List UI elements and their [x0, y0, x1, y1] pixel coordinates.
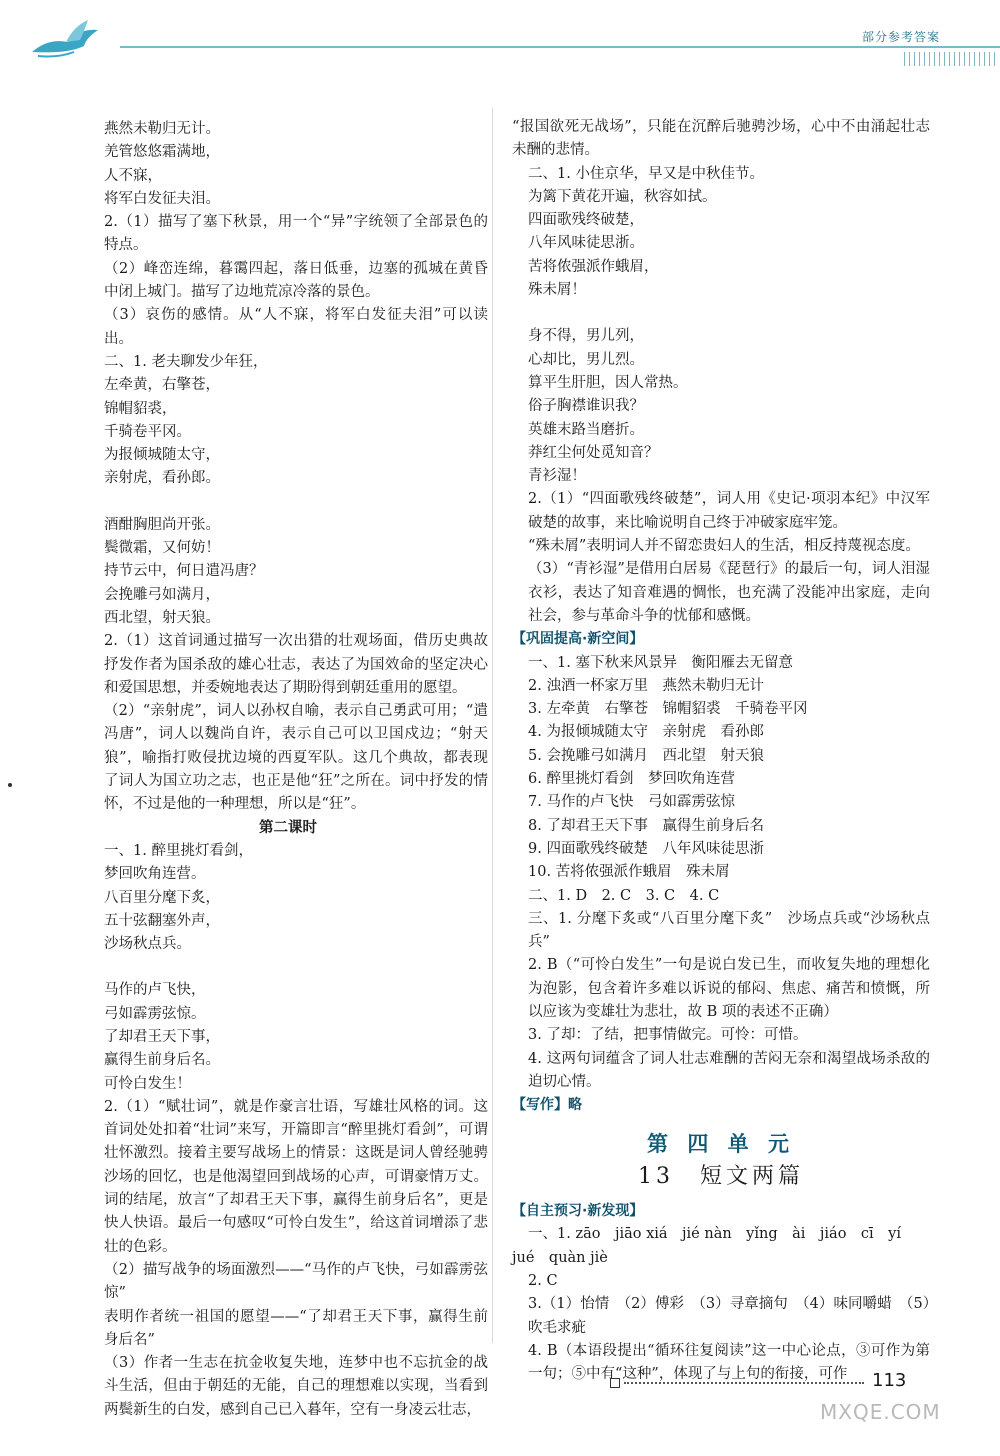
right-column [512, 116, 930, 1386]
text-line: 4. B（本语段提出“循环往复阅读”这一中心论点，③可作为第一句；⑤中有“这种”，体现了与上句的衔接，可作 [528, 1342, 930, 1383]
column-divider [492, 108, 493, 1343]
footer-dotted-line [624, 1382, 864, 1384]
text-line: 一、1. zāo jiāo xiá jié nàn yǐng ài jiáo cī yí [528, 1226, 902, 1243]
text-line: 5. 会挽雕弓如满月 西北望 射天狼 [528, 747, 764, 764]
blank-line [512, 302, 930, 325]
text-line: 第二课时 [259, 819, 317, 836]
footer-square-icon [610, 1378, 620, 1388]
text-line: 西北望，射天狼。 [104, 609, 220, 626]
text-line: 羌管悠悠霜满地， [104, 144, 220, 161]
text-line: 10. 苦将侬强派作蛾眉 殊未屑 [528, 864, 730, 881]
text-line: 2. B（“可怜白发生”一句是说白发已生，而收复失地的理想化为泡影，包含着许多难以诉说的郁闷、焦虑、痛苦和愤慨，所以应该为变雄壮为悲壮，故 B 项的表述不正确） [528, 957, 930, 1020]
running-header-title: 部分参考答案 [861, 30, 940, 44]
text-line: 3. 左牵黄 右擎苍 锦帽貂裘 千骑卷平冈 [528, 701, 808, 718]
text-line: 赢得生前身后名。 [104, 1052, 220, 1069]
text-line: 一、1. 塞下秋来风景异 衡阳雁去无留意 [528, 654, 793, 671]
text-line: 2.（1）描写了塞下秋景，用一个“异”字统领了全部景色的特点。 [104, 214, 488, 254]
text-line: 青衫湿！ [528, 468, 586, 485]
text-line: （2）峰峦连绵，暮霭四起，落日低垂，边塞的孤城在黄昏中闭上城门。描写了边地荒凉冷落的景色。 [104, 260, 488, 301]
text-line: 酒酣胸胆尚开张。 [104, 516, 220, 533]
header-tick-marks [904, 52, 996, 66]
header-rule [120, 46, 1000, 48]
page-header [0, 0, 1000, 78]
text-line: 2.（1）这首词通过描写一次出猎的壮观场面，借历史典故抒发作者为国杀敌的雄心壮志，表达了为国效命的坚定决心和爱国思想，并委婉地表达了期盼得到朝廷重用的愿望。 [104, 633, 488, 696]
text-line: 二、1. 老夫聊发少年狂， [104, 353, 268, 370]
text-line: 第 四 单 元 [647, 1132, 795, 1157]
page-footer [610, 1372, 1000, 1402]
text-line: 三、1. 分麾下炙或“八百里分麾下炙” 沙场点兵或“沙场秋点兵” [528, 910, 930, 951]
text-line: （3）哀伤的感情。从“人不寐，将军白发征夫泪”可以读出。 [104, 307, 488, 347]
text-line: 3. 了却：了结，把事情做完。可怜：可惜。 [528, 1027, 808, 1044]
page-number: 113 [872, 1370, 907, 1391]
text-line: 6. 醉里挑灯看剑 梦回吹角连营 [528, 771, 735, 788]
blank-line [88, 491, 488, 514]
text-line: （2）“亲射虎”，词人以孙权自喻，表示自己勇武可用；“遣冯唐”，词人以魏尚自许，表示自己可以卫国戍边；“射天狼”，喻指打败侵扰边境的西夏军队。这几个典故，都表现了词人为国立功之志，也正是他“狂”之所在。词中抒发的情怀，不过是他的一种理想，所以是“狂”。 [104, 703, 488, 813]
text-line: 【巩固提高·新空间】 [512, 631, 644, 648]
text-line: 2.（1）“赋壮词”，就是作豪言壮语，写雄壮风格的词。这首词处处扣着“壮词”来写，开篇即言“醉里挑灯看剑”，可谓壮怀激烈。接着主要写战场上的情景：这既是词人曾经驰骋沙场的回忆，也是他渴望回到战场的心声，可谓豪情万丈。词的结尾，放言“了却君王天下事，赢得生前身后名”，更是快人快语。最后一句感叹“可怜白发生”，给这首词增添了悲壮的色彩。 [104, 1098, 488, 1255]
text-line: 表明作者统一祖国的愿望——“了却君王天下事，赢得生前身后名” [104, 1308, 488, 1348]
text-line: 2. 浊酒一杯家万里 燕然未勒归无计 [528, 677, 764, 694]
text-line: jué quàn jiè [512, 1249, 608, 1266]
watermark: MXQE.COM [820, 1400, 941, 1424]
text-line: 7. 马作的卢飞快 弓如霹雳弦惊 [528, 794, 735, 811]
text-line: 燕然未勒归无计。 [104, 121, 220, 137]
text-line: 四面歌残终破楚， [528, 212, 644, 229]
text-line: 【自主预习·新发现】 [512, 1203, 644, 1220]
text-line: 身不得，男儿列， [528, 328, 644, 345]
text-line: 2. C [528, 1272, 558, 1289]
text-line: 八百里分麾下炙， [104, 889, 220, 906]
text-line: （3）作者一生志在抗金收复失地，连梦中也不忘抗金的战斗生活，但由于朝廷的无能，自己的理想难以实现，当看到两鬓新生的白发，感到自己已入暮年，空有一身凌云壮志， [104, 1355, 488, 1418]
text-line: 梦回吹角连营。 [104, 866, 206, 883]
text-line: 将军白发征夫泪。 [104, 190, 220, 207]
text-line: 苦将侬强派作蛾眉， [528, 258, 659, 275]
text-line: 4. 这两句词蕴含了词人壮志难酬的苦闷无奈和渴望战场杀敌的迫切心情。 [528, 1050, 930, 1090]
bird-logo-icon [28, 8, 118, 60]
margin-dot [8, 783, 12, 787]
text-line: 莽红尘何处觅知音？ [528, 444, 659, 461]
text-line: 亲射虎，看孙郎。 [104, 470, 220, 487]
text-line: 可怜白发生！ [104, 1075, 191, 1092]
text-line: 为篱下黄花开遍，秋容如拭。 [528, 188, 717, 205]
text-line: 沙场秋点兵。 [104, 936, 191, 953]
text-line: 俗子胸襟谁识我？ [528, 398, 644, 415]
text-line: 人不寐， [104, 167, 162, 184]
text-line: “殊未屑”表明词人并不留恋贵妇人的生活，相反持蔑视态度。 [528, 538, 920, 555]
text-line: 8. 了却君王天下事 赢得生前身后名 [528, 817, 764, 834]
text-line: 英雄末路当磨折。 [528, 421, 644, 438]
text-line: “报国欲死无战场”，只能在沉醉后驰骋沙场，心中不由涌起壮志未酬的悲情。 [512, 119, 930, 159]
text-line: 9. 四面歌残终破楚 八年风味徒思浙 [528, 840, 764, 857]
blank-line [88, 956, 488, 979]
text-line: 二、1. D 2. C 3. C 4. C [528, 887, 720, 904]
text-line: 会挽雕弓如满月， [104, 586, 220, 603]
text-line: 千骑卷平冈。 [104, 423, 191, 440]
text-line: 13 短文两篇 [638, 1163, 804, 1189]
text-line: 左牵黄，右擎苍， [104, 377, 220, 394]
left-column [88, 118, 488, 1422]
text-line: 殊未屑！ [528, 282, 586, 299]
text-line: 弓如霹雳弦惊。 [104, 1005, 206, 1022]
text-line: 算平生肝胆，因人常热。 [528, 374, 688, 391]
text-line: 4. 为报倾城随太守 亲射虎 看孙郎 [528, 724, 764, 741]
text-line: 五十弦翻塞外声， [104, 912, 220, 929]
text-line: 持节云中，何日遣冯唐？ [104, 563, 264, 580]
text-line: 八年风味徒思浙。 [528, 235, 644, 252]
text-line: 二、1. 小住京华，早又是中秋佳节。 [528, 165, 764, 182]
text-line: 心却比，男儿烈。 [528, 351, 644, 368]
text-line: 为报倾城随太守， [104, 447, 220, 464]
text-line: 鬓微霜，又何妨！ [104, 540, 220, 557]
text-line: 2.（1）“四面歌残终破楚”，词人用《史记·项羽本纪》中汉军破楚的故事，来比喻说明自己终于冲破家庭牢笼。 [528, 491, 930, 531]
text-line: 3.（1）怡情 （2）傅彩 （3）寻章摘句 （4）味同嚼蜡 （5）吹毛求疵 [528, 1296, 930, 1336]
text-line: 了却君王天下事， [104, 1028, 220, 1045]
text-line: 一、1. 醉里挑灯看剑， [104, 842, 253, 859]
text-line: （3）“青衫湿”是借用白居易《琵琶行》的最后一句，词人泪湿衣衫，表达了知音难遇的惆怅，也充满了没能冲出家庭，走向社会，参与革命斗争的忧郁和感慨。 [528, 561, 930, 624]
text-line: 马作的卢飞快， [104, 982, 206, 999]
text-line: 锦帽貂裘， [104, 400, 177, 417]
text-line: （2）描写战争的场面激烈——“马作的卢飞快，弓如霹雳弦惊” [104, 1261, 488, 1302]
text-line: 【写作】略 [512, 1097, 582, 1114]
